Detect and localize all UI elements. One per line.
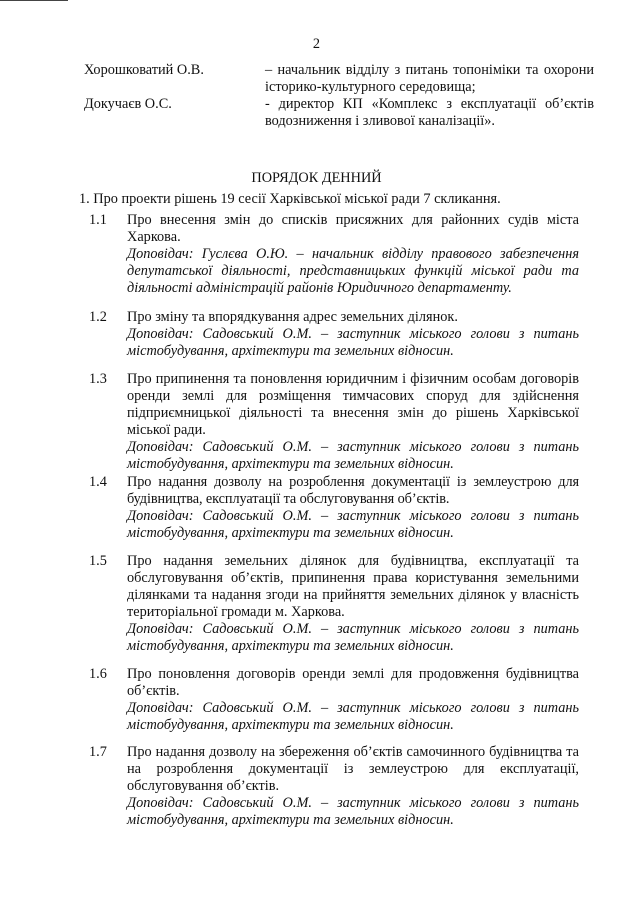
attendee-role: - директор КП «Комплекс з експлуатації об’єктів водозниження і зливової каналізації». (265, 96, 594, 129)
subitem-title: Про надання земельних ділянок для будівництва, експлуатації та обслуговування об’єктів, припинення права користування земельними ділянками та надання згоди на прийняття земельних ділянок у власність територіальної громади м. Харкова. (127, 553, 579, 620)
subitem-number: 1.1 (89, 212, 107, 228)
subitem-speaker: Доповідач: Гуслєва О.Ю. – начальник відділу правового забезпечення депутатської діяльності, представницьких функцій міської ради та діяльності адміністрацій районів Юридичного департаменту. (127, 246, 579, 296)
subitem-title: Про припинення та поновлення юридичним і фізичним особам договорів оренди землі для розміщення тимчасових споруд для здійснення підприємницької діяльності та внесення змін до рішень Харківської міської ради. (127, 371, 579, 438)
subitem-title: Про поновлення договорів оренди землі для продовження будівництва об’єктів. (127, 666, 579, 699)
subitem-number: 1.6 (89, 666, 107, 682)
attendee-name: Докучаєв О.С. (84, 96, 172, 112)
page-number: 2 (312, 36, 321, 52)
main-agenda-item: 1. Про проекти рішень 19 сесії Харківської міської ради 7 скликання. (79, 191, 501, 207)
subitem-title: Про надання дозволу на збереження об’єктів самочинного будівництва та на розроблення документації із землеустрою для експлуатації, обслуговування об’єктів. (127, 744, 579, 794)
subitem-number: 1.4 (89, 474, 107, 490)
subitem-title: Про зміну та впорядкування адрес земельних ділянок. (127, 309, 458, 325)
subitem-speaker: Доповідач: Садовський О.М. – заступник міського голови з питань містобудування, архітектури та земельних відносин. (127, 795, 579, 828)
subitem-title: Про внесення змін до списків присяжних для районних судів міста Харкова. (127, 212, 579, 245)
subitem-speaker: Доповідач: Садовський О.М. – заступник міського голови з питань містобудування, архітектури та земельних відносин. (127, 508, 579, 541)
subitem-speaker: Доповідач: Садовський О.М. – заступник міського голови з питань містобудування, архітектури та земельних відносин. (127, 439, 579, 472)
subitem-number: 1.5 (89, 553, 107, 569)
agenda-title: ПОРЯДОК ДЕННИЙ (251, 170, 382, 186)
attendee-name: Хорошковатий О.В. (84, 62, 204, 78)
subitem-number: 1.7 (89, 744, 107, 760)
attendee-role: – начальник відділу з питань топоніміки та охорони історико-культурного середовища; (265, 62, 594, 95)
subitem-title: Про надання дозволу на розроблення документації із землеустрою для будівництва, експлуатації та обслуговування об’єктів. (127, 474, 579, 507)
subitem-number: 1.2 (89, 309, 107, 325)
subitem-speaker: Доповідач: Садовський О.М. – заступник міського голови з питань містобудування, архітектури та земельних відносин. (127, 621, 579, 654)
subitem-speaker: Доповідач: Садовський О.М. – заступник міського голови з питань містобудування, архітектури та земельних відносин. (127, 700, 579, 733)
subitem-speaker: Доповідач: Садовський О.М. – заступник міського голови з питань містобудування, архітектури та земельних відносин. (127, 326, 579, 359)
scan-edge-line (0, 0, 68, 1)
subitem-number: 1.3 (89, 371, 107, 387)
